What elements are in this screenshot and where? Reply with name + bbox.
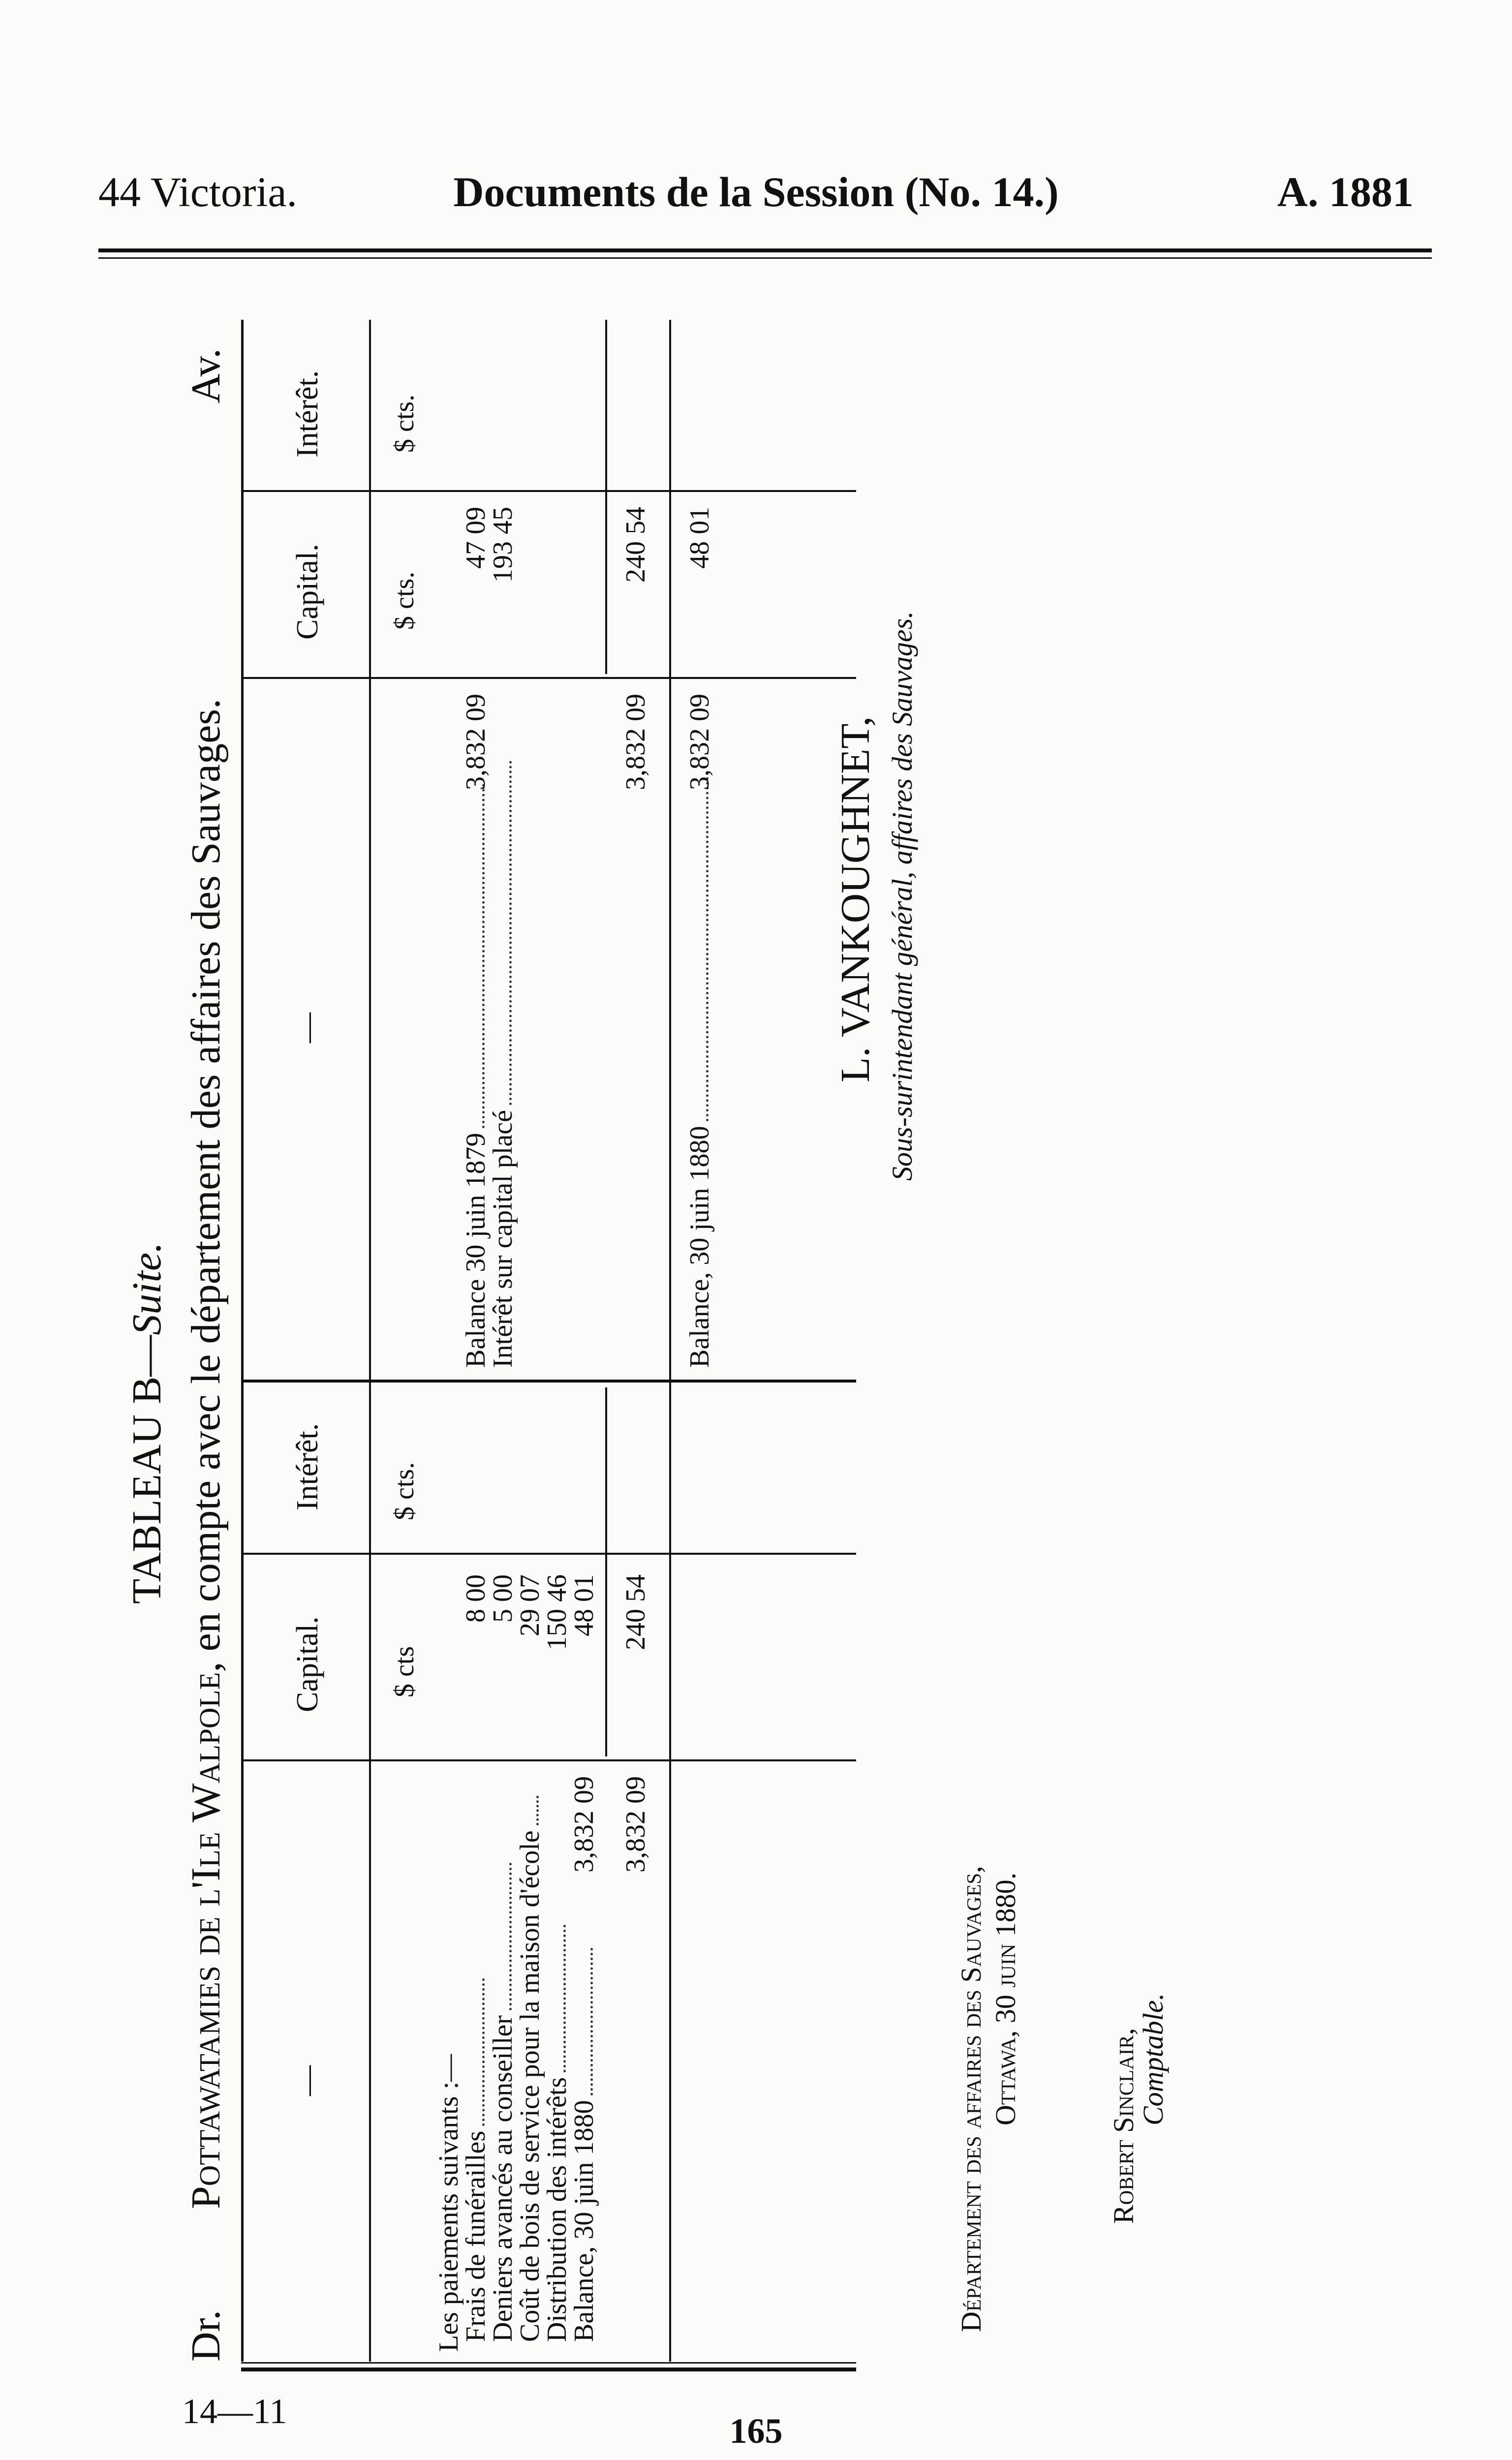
credit-row: Intérêt sur capital placé <box>487 761 519 1368</box>
place-date-line: Ottawa, 30 juin 1880. <box>989 1872 1021 2125</box>
av-label: Av. <box>183 348 229 403</box>
credit-total-interet: 240 54 <box>620 507 651 583</box>
debit-row-capital: 3,832 09 <box>569 1776 599 1873</box>
debit-dash-header: — <box>291 2065 324 2096</box>
debit-row-interet: 8 00 <box>461 1574 491 1623</box>
debit-row-interet: 48 01 <box>569 1574 599 1636</box>
debit-credit-divider <box>241 1380 856 1383</box>
debit-row-interet: 5 00 <box>488 1574 518 1623</box>
credit-balance-interet: 48 01 <box>684 507 715 569</box>
debit-row: Frais de funérailles <box>460 1978 492 2342</box>
debit-total-interet: 240 54 <box>620 1574 651 1650</box>
page-number: 165 <box>729 2411 783 2451</box>
debit-total-capital: 3,832 09 <box>620 1776 651 1873</box>
debit-capital-header: Capital. <box>291 1616 324 1712</box>
credit-total-capital: 3,832 09 <box>620 694 651 790</box>
credit-row-interet: 47 09 <box>461 507 491 569</box>
dr-label: Dr. <box>183 2310 229 2362</box>
credit-capital-header: Capital. <box>291 544 324 640</box>
head-separator <box>369 320 371 2362</box>
credit-row-interet: 193 45 <box>488 507 518 583</box>
superintendent-name: L. VANKOUGHNET, <box>833 716 878 1082</box>
debit-row: Coût de bois de service pour la maison d'école <box>514 1796 546 2342</box>
debit-interet-units: $ cts. <box>389 1462 420 1520</box>
credit-dash-header: — <box>291 1013 324 1043</box>
credit-capital-col-rule <box>241 677 856 679</box>
frame-bottom-rule <box>669 320 671 2362</box>
credit-balance-row: Balance, 30 juin 1880 <box>684 777 715 1368</box>
credit-interet-col-rule <box>241 490 856 492</box>
account-title: Pottawatamies de l'Ile Walpole, en compte avec le département des affaires des Sauvages. <box>183 698 229 2209</box>
debit-subtotal-rule <box>605 1387 607 1756</box>
debit-capital-units: $ cts <box>389 1646 420 1697</box>
credit-balance-capital: 3,832 09 <box>684 694 715 790</box>
sheet-signature: 14—11 <box>182 2392 287 2431</box>
credit-interet-units: $ cts. <box>389 394 420 453</box>
department-line: Département des affaires des Sauvages, <box>955 1866 987 2332</box>
debit-row-interet: 150 46 <box>542 1574 572 1650</box>
debit-intro: Les paiements suivants :— <box>433 2054 464 2352</box>
credit-subtotal-rule <box>605 320 607 674</box>
tableau-title: TABLEAU B—Suite. <box>124 1242 170 1604</box>
credit-capital-units: $ cts. <box>389 571 420 630</box>
running-head-left: 44 Victoria. <box>98 168 298 215</box>
accountant-title: Comptable. <box>1137 1993 1169 2125</box>
debit-row: Balance, 30 juin 1880 <box>568 1948 600 2342</box>
debit-row: Deniers avancés au conseiller <box>487 1863 519 2342</box>
credit-row-capital: 3,832 09 <box>461 694 491 790</box>
frame-left-rule-inner <box>241 2362 856 2364</box>
running-head-year: A. 1881 <box>1277 168 1414 215</box>
frame-left-rule <box>241 2368 856 2371</box>
debit-interet-header: Intérêt. <box>291 1423 324 1510</box>
superintendent-title: Sous-surintendant général, affaires des Sauvages. <box>886 611 918 1181</box>
credit-row: Balance 30 juin 1879 <box>460 784 492 1368</box>
debit-row-interet: 29 07 <box>515 1574 545 1636</box>
credit-interet-header: Intérêt. <box>291 370 324 458</box>
debit-row: Distribution des intérêts <box>541 1925 573 2342</box>
header-rule-thick <box>98 248 1432 252</box>
running-head-title: Documents de la Session (No. 14.) <box>453 168 1059 215</box>
frame-top-rule <box>241 320 244 2362</box>
accountant-name: Robert Sinclair, <box>1108 2028 1140 2224</box>
rotated-table-page <box>93 256 1447 2371</box>
debit-interet-col-rule <box>241 1553 856 1555</box>
